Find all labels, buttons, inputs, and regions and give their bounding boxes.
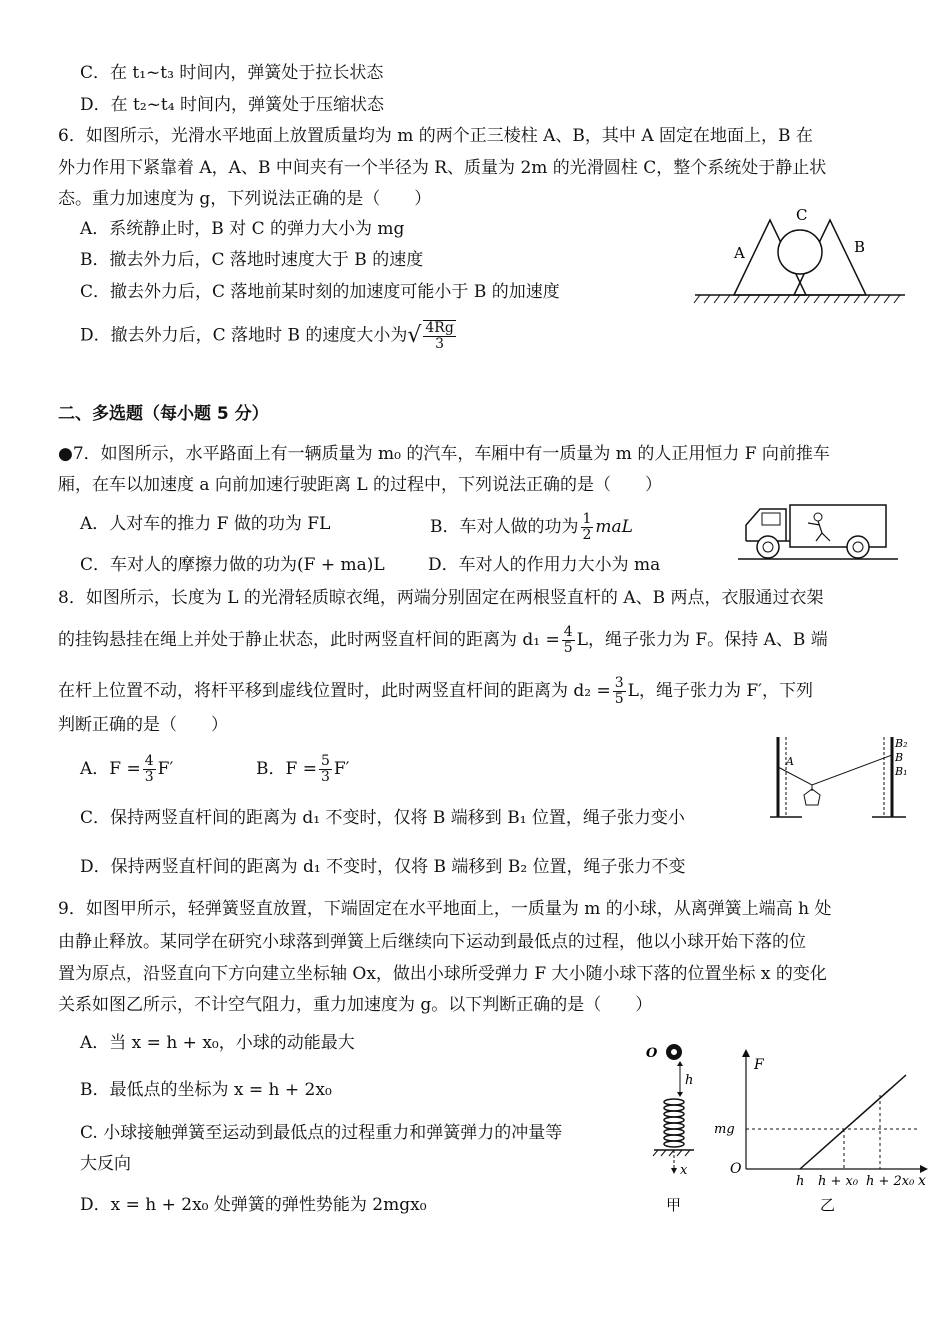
q6-option-d-text: D．撤去外力后，C 落地时 B 的速度大小为	[80, 325, 408, 346]
q9-option-d: D．x = h + 2x₀ 处弹簧的弹性势能为 2mgx₀	[80, 1195, 427, 1215]
q9-stem-line2: 由静止释放。某同学在研究小球落到弹簧上后继续向下运动到最低点的过程，他以小球开始下落的位	[58, 932, 806, 952]
section-title: 二、多选题（每小题 5 分）	[58, 404, 269, 424]
q7-stem-line1: ●7．如图所示，水平路面上有一辆质量为 m₀ 的汽车，车厢中有一质量为 m 的人正用恒力 F 向前推车	[58, 444, 830, 464]
q8-d1-fraction	[562, 625, 575, 656]
q8-option-b-suffix: F′	[333, 759, 350, 779]
q6-prism-figure	[690, 200, 910, 310]
q9-jia-label-x: x	[680, 1163, 688, 1178]
q6-stem-line3: 态。重力加速度为 g，下列说法正确的是（ ）	[58, 189, 432, 209]
q8-option-b	[256, 754, 350, 785]
q8-option-a-num: 4	[144, 753, 154, 769]
q8-stem-line2-tail: L，绳子张力为 F。保持 A、B 端	[576, 630, 828, 650]
q8-stem-line2-text: 的挂钩悬挂在绳上并处于静止状态，此时两竖直杆间的距离为 d₁ =	[58, 630, 560, 650]
q8-d2-den: 5	[614, 691, 624, 707]
q8-d1-num: 4	[563, 624, 573, 640]
q9-option-b: B．最低点的坐标为 x = h + 2x₀	[80, 1080, 332, 1100]
q8-option-a-den: 3	[144, 769, 154, 785]
cylinder-c	[778, 230, 822, 274]
q6-label-c: C	[796, 206, 808, 224]
q8-label-b2: B₂	[895, 737, 908, 750]
q8-stem-line1: 8．如图所示，长度为 L 的光滑轻质晾衣绳，两端分别固定在两根竖直杆的 A、B 两点，衣服通过衣架	[58, 588, 824, 608]
spring	[664, 1099, 684, 1147]
q9-yi-caption: 乙	[820, 1196, 836, 1214]
q6-option-b: B．撤去外力后，C 落地时速度大于 B 的速度	[80, 250, 424, 270]
q6-option-c: C．撤去外力后，C 落地前某时刻的加速度可能小于 B 的加速度	[80, 282, 560, 302]
q9-option-c-line1: C. 小球接触弹簧至运动到最低点的过程重力和弹簧弹力的冲量等	[80, 1123, 563, 1143]
q8-option-b-den: 3	[320, 769, 330, 785]
q9-jia-label-h: h	[685, 1073, 694, 1088]
q8-d2-fraction	[613, 676, 626, 707]
q9-option-a: A．当 x = h + x₀，小球的动能最大	[80, 1033, 355, 1053]
q8-option-b-text: B．F =	[256, 759, 317, 779]
q9-spring-figure	[640, 1040, 710, 1220]
q9-stem-line1: 9．如图甲所示，轻弹簧竖直放置，下端固定在水平地面上，一质量为 m 的小球，从离弹簧上端高 h 处	[58, 899, 832, 919]
q8-option-b-num: 5	[320, 753, 330, 769]
q7-option-d: D．车对人的作用力大小为 ma	[428, 555, 661, 575]
q8-label-b: B	[895, 751, 904, 764]
q8-option-d: D．保持两竖直杆间的距离为 d₁ 不变时，仅将 B 端移到 B₂ 位置，绳子张力不变	[80, 857, 686, 877]
q8-label-a: A	[786, 755, 794, 768]
force-line	[800, 1075, 906, 1169]
q8-stem-line3	[58, 676, 813, 707]
q8-d2-num: 3	[614, 675, 624, 691]
q9-yi-label-mg: mg	[714, 1122, 735, 1137]
q9-stem-line3: 置为原点，沿竖直向下方向建立坐标轴 Ox，做出小球所受弹力 F 大小随小球下落的位置坐标 x 的变化	[58, 964, 827, 984]
q7-option-b	[430, 512, 633, 543]
q6-option-d-fraction	[423, 320, 455, 352]
q9-yi-tick-h: h	[796, 1174, 805, 1189]
q6-option-d-num: 4Rg	[425, 320, 454, 336]
q9-force-graph	[710, 1045, 935, 1220]
q9-yi-label-x: x	[918, 1173, 926, 1189]
q9-yi-tick-h2x0: h + 2x₀	[866, 1174, 915, 1189]
q9-jia-label-o: O	[646, 1046, 658, 1061]
q7-option-a: A．人对车的推力 F 做的功为 FL	[80, 514, 331, 534]
q6-option-d-den: 3	[435, 336, 445, 352]
q6-option-a: A．系统静止时，B 对 C 的弹力大小为 mg	[80, 219, 405, 239]
q8-option-a-fraction	[143, 754, 156, 785]
q8-d1-den: 5	[563, 640, 573, 656]
q7-option-b-text: B．车对人做的功为	[430, 517, 579, 537]
q8-clothesline-figure	[764, 733, 914, 825]
q8-option-a	[80, 754, 173, 785]
q9-option-c-line2: 大反向	[80, 1154, 131, 1174]
q7-option-c: C．车对人的摩擦力做的功为(F + ma)L	[80, 555, 385, 575]
q8-option-b-fraction	[319, 754, 332, 785]
q9-jia-caption: 甲	[666, 1196, 682, 1214]
q8-option-a-text: A．F =	[80, 759, 141, 779]
q7-option-b-num: 1	[582, 511, 592, 527]
q7-option-b-suffix: maL	[595, 517, 633, 537]
q6-stem-line1: 6．如图所示，光滑水平地面上放置质量均为 m 的两个正三棱柱 A、B，其中 A 固定在地面上，B 在	[58, 126, 813, 146]
q6-label-b: B	[854, 238, 866, 256]
q9-yi-tick-hx0: h + x₀	[818, 1174, 859, 1189]
q8-stem-line2	[58, 625, 828, 656]
q5-option-d: D．在 t₂~t₄ 时间内，弹簧处于压缩状态	[80, 95, 384, 115]
q8-option-a-suffix: F′	[157, 759, 174, 779]
q9-yi-label-o: O	[730, 1161, 742, 1177]
q7-truck-figure	[738, 497, 898, 569]
q8-option-c: C．保持两竖直杆间的距离为 d₁ 不变时，仅将 B 端移到 B₁ 位置，绳子张力变小	[80, 808, 685, 828]
q9-stem-line4: 关系如图乙所示，不计空气阻力，重力加速度为 g。以下判断正确的是（ ）	[58, 995, 653, 1015]
q6-option-d: D．撤去外力后，C 落地时 B 的速度大小为√ $\frac{4Rg}{3}$	[80, 320, 454, 352]
q6-label-a: A	[734, 244, 745, 262]
q8-stem-line3-text: 在杆上位置不动，将杆平移到虚线位置时，此时两竖直杆间的距离为 d₂ =	[58, 681, 611, 701]
q8-label-b1: B₁	[895, 765, 908, 778]
q9-yi-label-f: F	[754, 1057, 764, 1073]
q6-stem-line2: 外力作用下紧靠着 A，A、B 中间夹有一个半径为 R、质量为 2m 的光滑圆柱 C，整个系统处于静止状	[58, 158, 827, 178]
q7-stem-line2: 厢，在车以加速度 a 向前加速行驶距离 L 的过程中，下列说法正确的是（ ）	[58, 475, 663, 495]
q8-stem-line4: 判断正确的是（ ）	[58, 715, 228, 735]
q7-option-b-fraction	[581, 512, 594, 543]
q7-option-b-den: 2	[582, 527, 592, 543]
q8-stem-line3-tail: L，绳子张力为 F′，下列	[627, 681, 814, 701]
q5-option-c: C．在 t₁~t₃ 时间内，弹簧处于拉长状态	[80, 63, 384, 83]
